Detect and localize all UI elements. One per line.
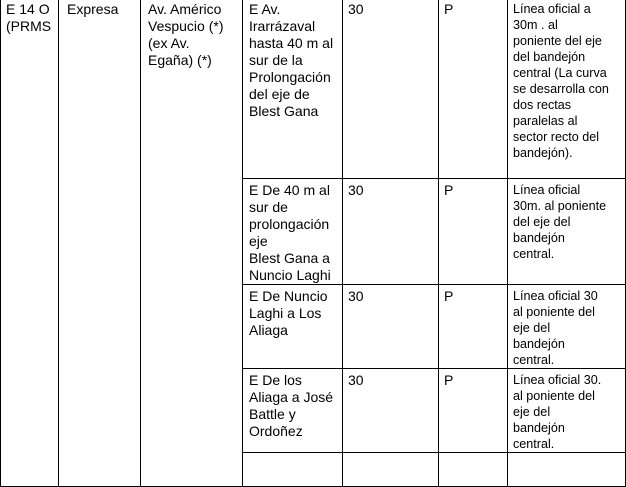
observation-text: Línea oficial 30m. al poniente del eje del bandejón central. bbox=[513, 183, 607, 261]
road-name-cell bbox=[141, 0, 243, 487]
width-cell bbox=[343, 0, 439, 179]
observation-text: Línea oficial 30 al poniente del eje del bandejón central. bbox=[513, 289, 598, 367]
observation-text: Línea oficial 30. al poniente del eje del bandejón central. bbox=[513, 373, 602, 451]
observation-text: Línea oficial a 30m . al poniente del eje del bandejón central (La curva se desarrolla con dos rectas paralelas al sector recto del bandejón). bbox=[513, 2, 609, 160]
segment-cell bbox=[243, 369, 343, 453]
segment-cell bbox=[243, 0, 343, 179]
observation-cell bbox=[508, 0, 626, 179]
status-cell bbox=[439, 0, 508, 179]
width-cell bbox=[343, 369, 439, 453]
status-value: P bbox=[444, 1, 454, 17]
segment-cell bbox=[243, 179, 343, 285]
width-cell bbox=[343, 179, 439, 285]
width-cell bbox=[343, 285, 439, 369]
status-cell bbox=[439, 285, 508, 369]
road-name: Av. Américo Vespucio (*) (ex Av. Egaña) (*) bbox=[148, 1, 224, 68]
width-value: 30 bbox=[348, 1, 364, 17]
width-cell bbox=[343, 453, 439, 487]
road-type-cell bbox=[59, 0, 141, 487]
road-code: E 14 O (PRMS bbox=[6, 1, 52, 34]
width-value: 30 bbox=[348, 288, 364, 304]
status-value: P bbox=[444, 288, 454, 304]
status-value: P bbox=[444, 372, 454, 388]
observation-cell bbox=[508, 179, 626, 285]
road-type: Expresa bbox=[67, 1, 119, 17]
segment-cell bbox=[243, 453, 343, 487]
segment-text: E De los Aliaga a José Battle y Ordoñez bbox=[249, 372, 334, 439]
status-cell bbox=[439, 453, 508, 487]
width-value: 30 bbox=[348, 372, 364, 388]
segment-text: E De Nuncio Laghi a Los Aliaga bbox=[249, 288, 328, 338]
segment-text: E Av. Irarrázaval hasta 40 m al sur de la Prolongación del eje de Blest Gana bbox=[249, 1, 334, 119]
segment-text: E De 40 m al sur de prolongación eje Blest Gana a Nuncio Laghi bbox=[249, 182, 331, 283]
status-cell bbox=[439, 369, 508, 453]
table-row bbox=[1, 0, 626, 179]
width-value: 30 bbox=[348, 182, 364, 198]
segment-cell bbox=[243, 285, 343, 369]
status-cell bbox=[439, 179, 508, 285]
road-code-cell bbox=[1, 0, 59, 487]
status-value: P bbox=[444, 182, 454, 198]
observation-cell bbox=[508, 369, 626, 453]
observation-cell bbox=[508, 453, 626, 487]
observation-cell bbox=[508, 285, 626, 369]
